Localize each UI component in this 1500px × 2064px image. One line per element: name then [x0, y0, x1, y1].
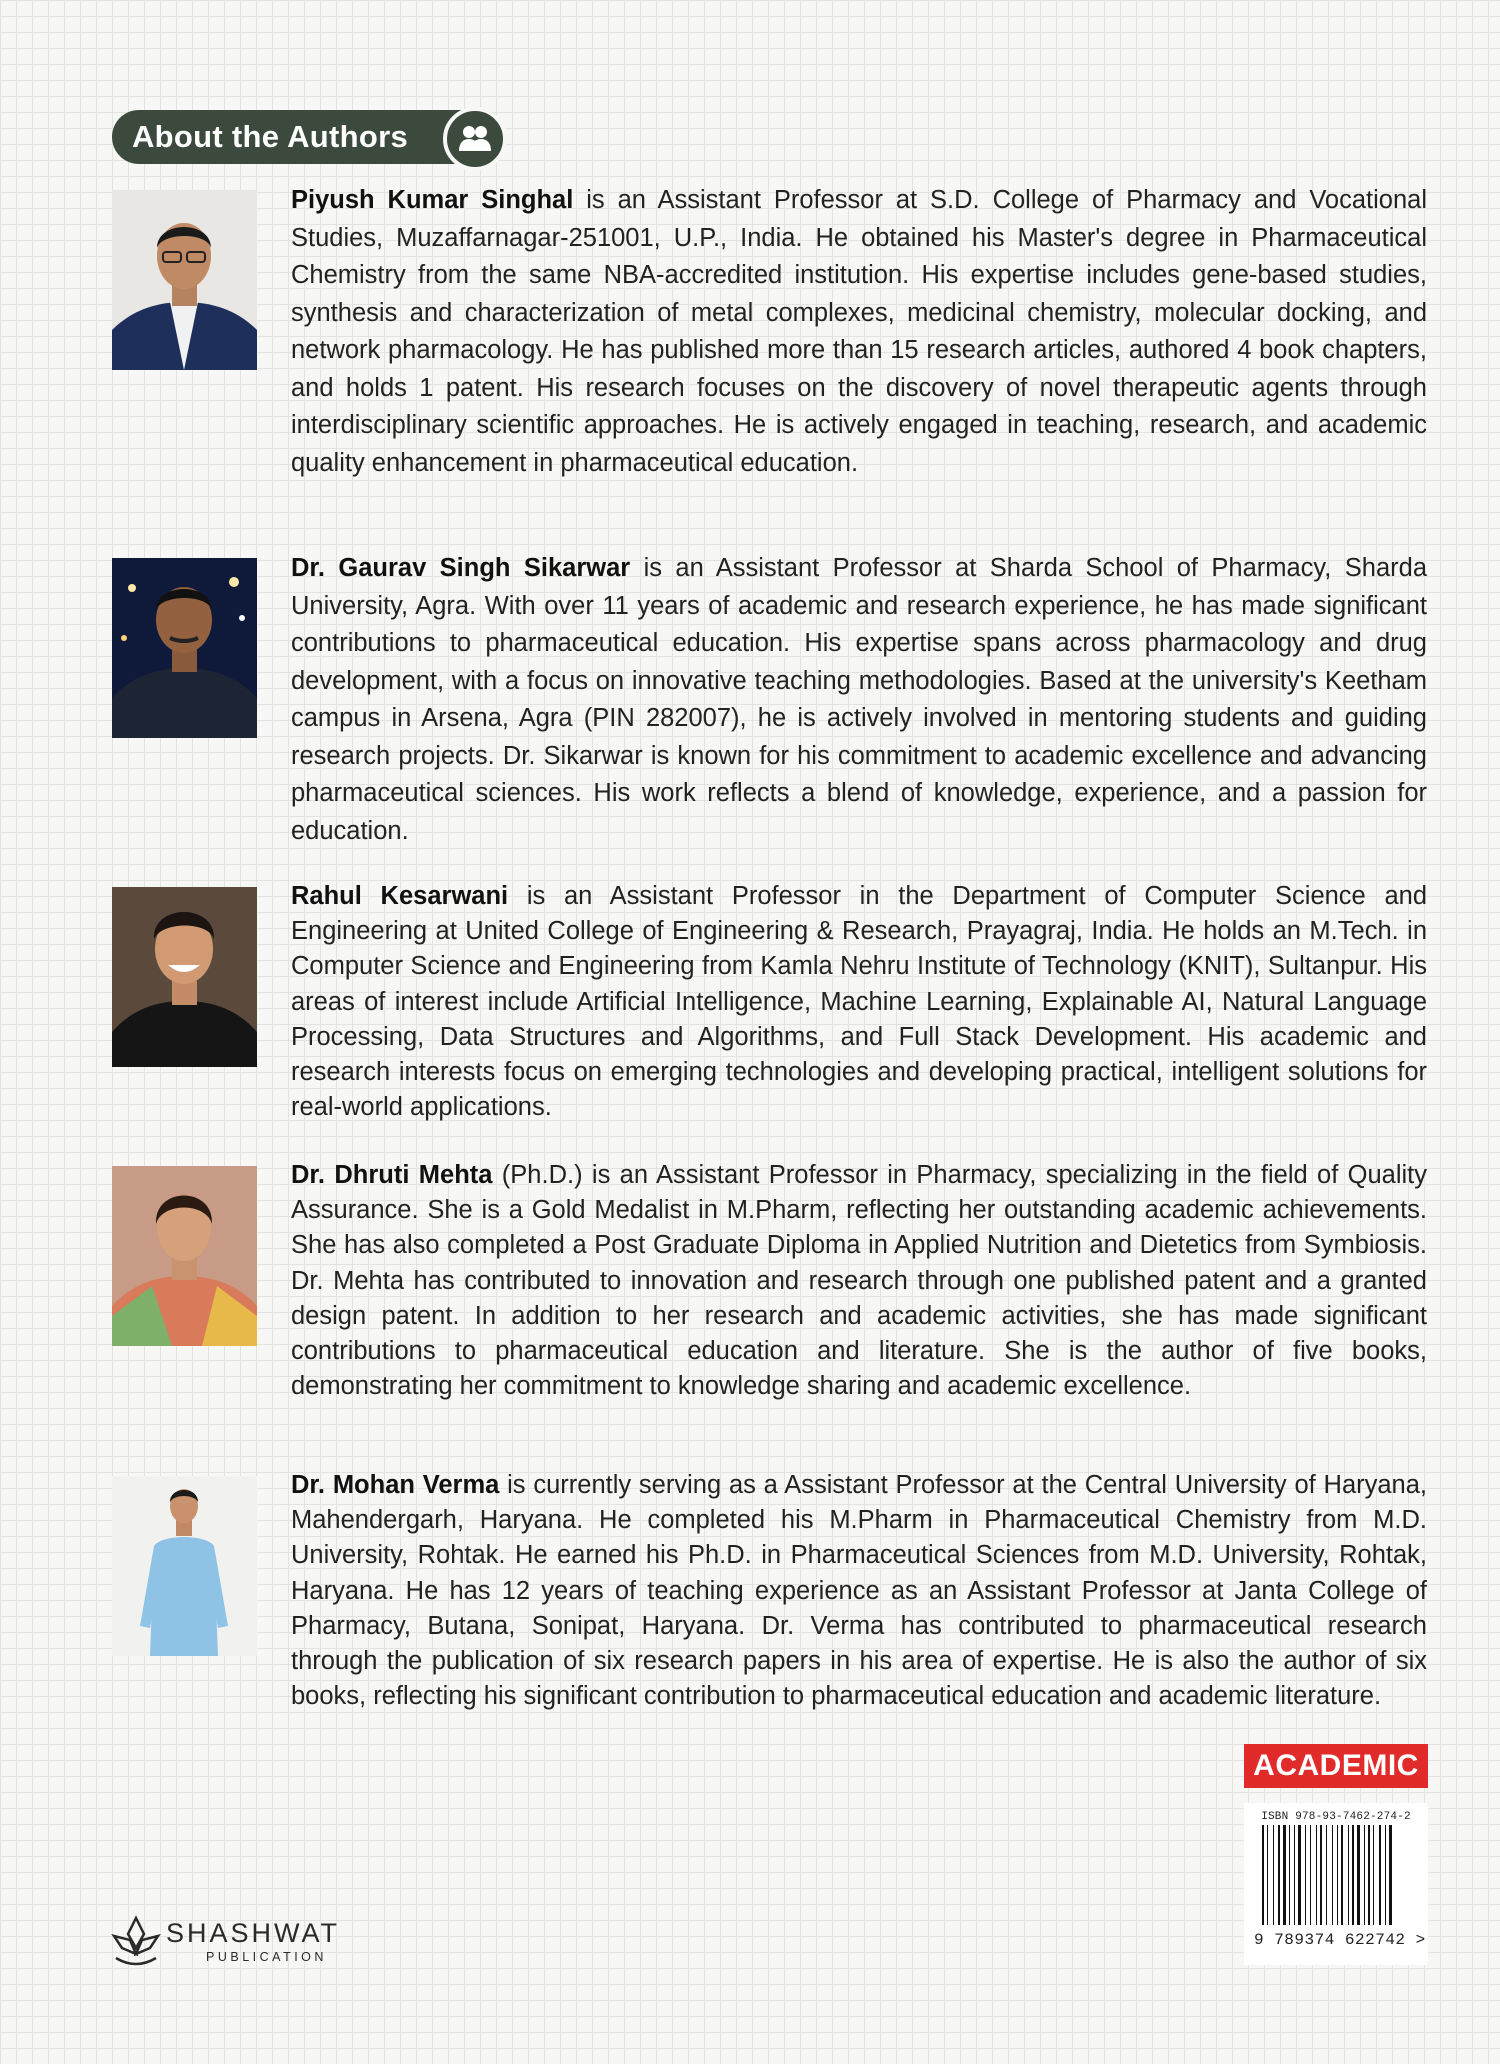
author-photo	[112, 887, 257, 1067]
author-bio-text: (Ph.D.) is an Assistant Professor in Pharmacy, specializing in the field of Quality Assurance. She is a Gold Medalist in M.Pharm, reflecting her outstanding academic achievements. She has also completed a Post Graduate Diploma in Applied Nutrition and Dietetics from Symbiosis. Dr. Mehta has contributed to innovation and research through one published patent and a granted design patent. In addition to her research and academic activities, she has made significant contributions to pharmaceutical education and literature. She is the author of five books, demonstrating her commitment to knowledge sharing and academic excellence.	[291, 1161, 1427, 1401]
author-photo	[112, 558, 257, 738]
barcode-number: 9 789374 622742 >	[1254, 1931, 1426, 1949]
author-bio	[291, 182, 1427, 482]
publisher-name: SHASHWAT	[166, 1918, 341, 1948]
author-photo	[112, 1476, 257, 1656]
author-bio-text: is an Assistant Professor at Sharda School of Pharmacy, Sharda University, Agra. With over 11 years of academic and research experience, he has made significant contributions to pharmaceutical education. His expertise spans across pharmacology and drug development, with a focus on innovative teaching methodologies. Based at the university's Keetham campus in Arsena, Agra (PIN 282007), he is actively involved in mentoring students and guiding research projects. Dr. Sikarwar is known for his commitment to academic excellence and advancing pharmaceutical sciences. His work reflects a blend of knowledge, experience, and a passion for education.	[291, 554, 1427, 845]
author-name: Dr. Mohan Verma	[291, 1471, 500, 1499]
author-name: Piyush Kumar Singhal	[291, 186, 574, 214]
publisher-logo	[110, 1914, 350, 1970]
section-header	[112, 110, 504, 164]
author-bio-text: is an Assistant Professor in the Department of Computer Science and Engineering at United College of Engineering & Research, Prayagraj, India. He holds an M.Tech. in Computer Science and Engineering from Kamla Nehru Institute of Technology (KNIT), Sultanpur. His areas of interest include Artificial Intelligence, Machine Learning, Explainable AI, Natural Language Processing, Data Structures and Algorithms, and Full Stack Development. His academic and research interests focus on emerging technologies and developing practical, intelligent solutions for real-world applications.	[291, 882, 1427, 1122]
author-photo	[112, 1166, 257, 1346]
author-bio	[291, 1158, 1427, 1404]
author-bio	[291, 1468, 1427, 1714]
author-name: Dr. Dhruti Mehta	[291, 1161, 493, 1189]
lotus-logo-icon	[110, 1914, 162, 1970]
isbn-text: ISBN 978-93-7462-274-2	[1261, 1811, 1411, 1823]
users-icon	[443, 107, 507, 171]
academic-badge: ACADEMIC	[1244, 1744, 1428, 1788]
section-title: About the Authors	[132, 119, 409, 154]
isbn-barcode	[1244, 1803, 1428, 1965]
author-name: Dr. Gaurav Singh Sikarwar	[291, 554, 631, 582]
author-bio	[291, 879, 1427, 1125]
author-photo	[112, 190, 257, 370]
author-bio-text: is currently serving as a Assistant Professor at the Central University of Haryana, Mahendergarh, Haryana. He completed his M.Pharm in Pharmaceutical Chemistry from M.D. University, Rohtak. He earned his Ph.D. in Pharmaceutical Sciences from M.D. University, Rohtak, Haryana. He has 12 years of teaching experience as an Assistant Professor at Janta College of Pharmacy, Butana, Sonipat, Haryana. Dr. Verma has contributed to pharmaceutical research through the publication of six research papers in his area of expertise. He is also the author of six books, reflecting his significant contribution to pharmaceutical education and academic literature.	[291, 1471, 1428, 1711]
publisher-subtitle: PUBLICATION	[206, 1950, 327, 1964]
author-name: Rahul Kesarwani	[291, 882, 509, 910]
author-bio	[291, 550, 1427, 850]
author-bio-text: is an Assistant Professor at S.D. College of Pharmacy and Vocational Studies, Muzaffarnagar-251001, U.P., India. He obtained his Master's degree in Pharmaceutical Chemistry from the same NBA-accredited institution. His expertise includes gene-based studies, synthesis and characterization of metal complexes, medicinal chemistry, molecular docking, and network pharmacology. He has published more than 15 research articles, authored 4 book chapters, and holds 1 patent. His research focuses on the discovery of novel therapeutic agents through interdisciplinary scientific approaches. He is actively engaged in teaching, research, and academic quality enhancement in pharmaceutical education.	[291, 186, 1427, 477]
